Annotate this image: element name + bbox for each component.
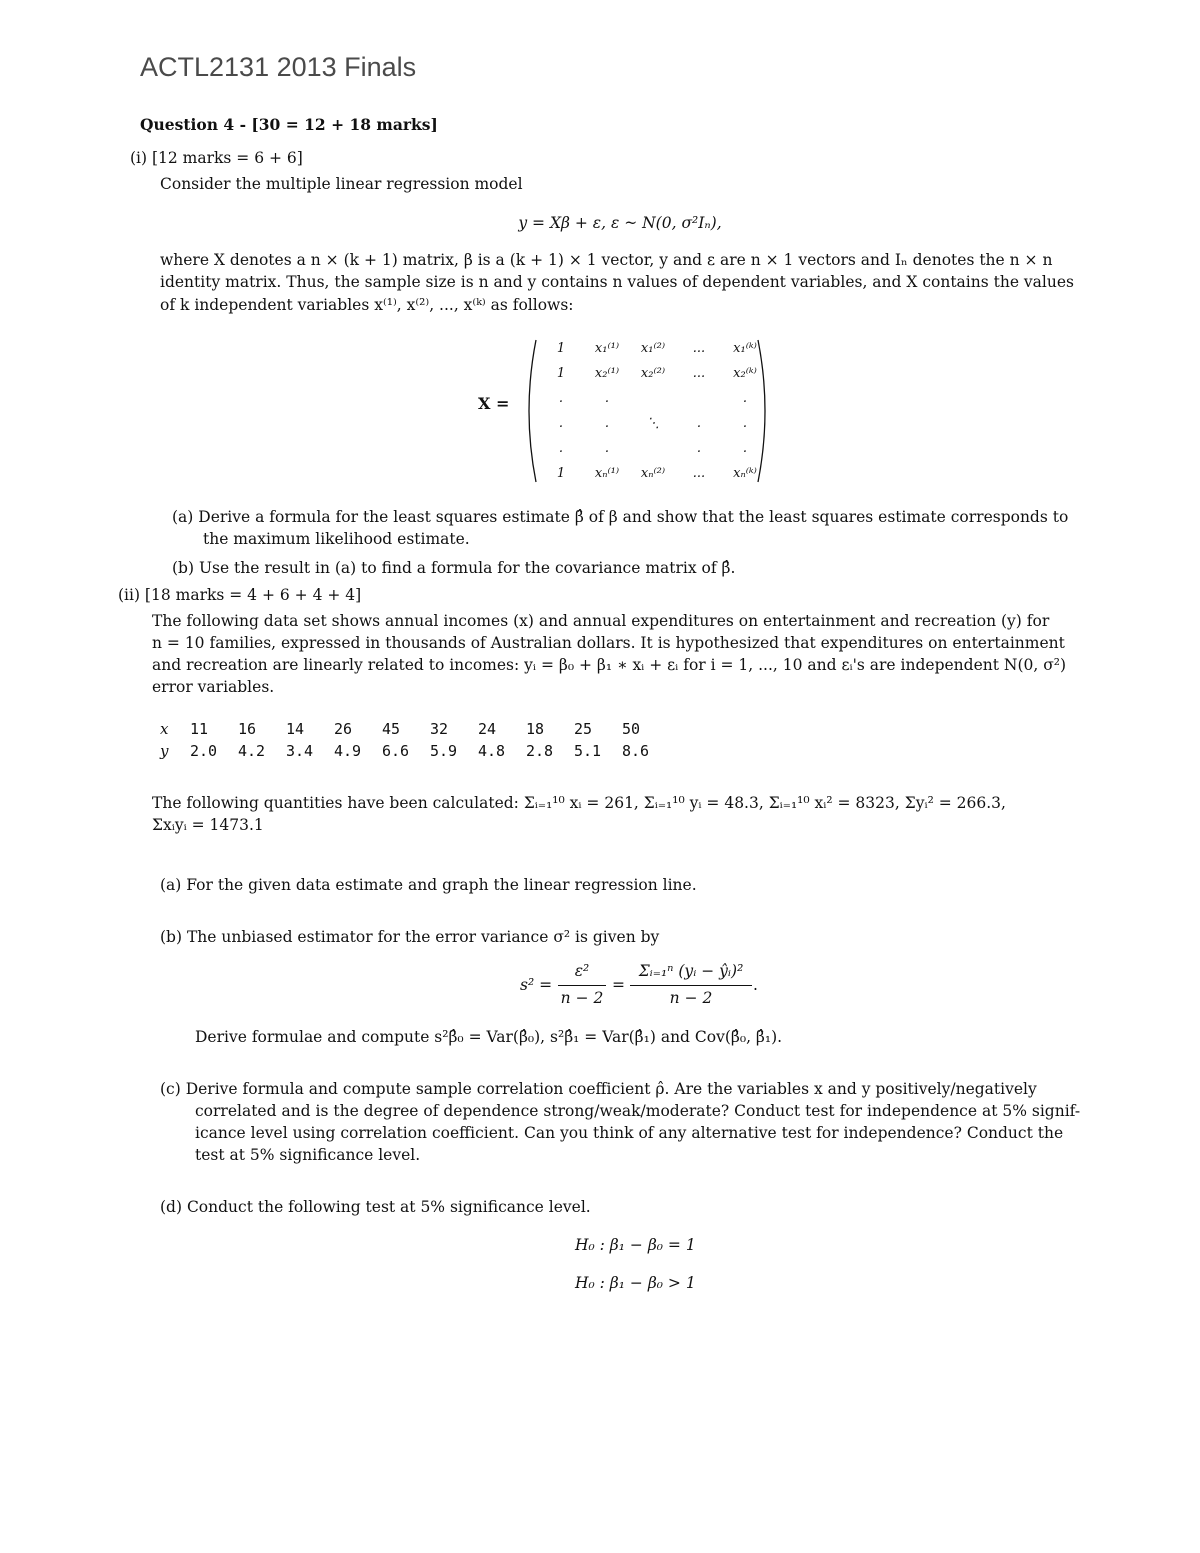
data-cell-x: 50: [622, 720, 641, 738]
matrix-cell: xₙ⁽²⁾: [640, 466, 666, 481]
part-i-question-b: (b) Use the result in (a) to find a formula for the covariance matrix of β̂.: [172, 559, 736, 577]
matrix-cell: xₙ⁽ᵏ⁾: [733, 466, 757, 481]
part-ii-question-b-derive: Derive formulae and compute s²β̂₀ = Var(β̂₀), s²β̂₁ = Var(β̂₁) and Cov(β̂₀, β̂₁).: [195, 1028, 783, 1046]
data-cell-y: 4.9: [334, 742, 362, 760]
page-header-title: ACTL2131 2013 Finals: [140, 52, 417, 82]
matrix-cell: [630, 436, 676, 461]
matrix-row: [538, 336, 768, 361]
matrix-cell: .: [604, 441, 610, 456]
part-i-label: (i) [12 marks = 6 + 6]: [130, 149, 303, 167]
part-ii-paragraph-line: n = 10 families, expressed in thousands of Australian dollars. It is hypothesized that expenditures on entertainment: [152, 634, 1065, 652]
matrix-label: X =: [478, 394, 510, 413]
matrix-cell: x₂⁽ᵏ⁾: [733, 366, 757, 381]
matrix-cell: .: [742, 391, 748, 406]
part-i-desc-line: where X denotes a n × (k + 1) matrix, β is a (k + 1) × 1 vector, y and ε are n × 1 vectors and Iₙ denotes the n × n: [160, 251, 1053, 269]
matrix-cell: .: [558, 416, 564, 431]
matrix-cell: .: [696, 441, 702, 456]
data-cell-y: 3.4: [286, 742, 314, 760]
part-ii-question-b: (b) The unbiased estimator for the error variance σ² is given by: [160, 928, 660, 946]
matrix-cell: ⋱: [646, 416, 660, 431]
matrix-cell: 1: [556, 341, 566, 356]
matrix-cell: x₁⁽²⁾: [640, 341, 666, 356]
data-cell-x: 14: [286, 720, 305, 738]
data-table: [160, 718, 670, 762]
matrix-row: [538, 436, 768, 461]
question-title: Question 4 - [30 = 12 + 18 marks]: [140, 115, 438, 134]
s2-denominator-1: n − 2: [560, 989, 604, 1007]
part-ii-question-c-cont: icance level using correlation coefficient. Can you think of any alternative test for independence? Conduct the: [195, 1124, 1064, 1142]
matrix-cell: .: [604, 391, 610, 406]
matrix-cell: ...: [692, 341, 706, 356]
part-ii-paragraph-line: and recreation are linearly related to incomes: yᵢ = β₀ + β₁ ∗ xᵢ + εᵢ for i = 1, ..., 10 and εᵢ's are independent N(0, σ²): [152, 656, 1067, 674]
part-ii-paragraph-line: error variables.: [152, 678, 275, 696]
s2-equals: =: [612, 976, 625, 994]
matrix-row: [538, 386, 768, 411]
regression-model-equation: y = Xβ + ε, ε ~ N(0, σ²Iₙ),: [518, 214, 722, 232]
quantities-line: The following quantities have been calculated: Σᵢ₌₁¹⁰ xᵢ = 261, Σᵢ₌₁¹⁰ yᵢ = 48.3, Σᵢ₌₁¹⁰ xᵢ² = 8323, Σyᵢ² = 266.3,: [152, 794, 1006, 812]
matrix-cell: 1: [556, 366, 566, 381]
s2-numerator-1: ε²: [574, 962, 590, 980]
part-ii-question-a: (a) For the given data estimate and graph the linear regression line.: [160, 876, 697, 894]
null-hypothesis: H₀ : β₁ − β₀ = 1: [575, 1236, 696, 1254]
matrix-cell: ...: [692, 466, 706, 481]
part-ii-paragraph-line: The following data set shows annual incomes (x) and annual expenditures on entertainment and recreation (y) for: [152, 612, 1050, 630]
matrix-cell: [630, 386, 676, 411]
part-i-desc-line: identity matrix. Thus, the sample size is n and y contains n values of dependent variables, and X contains the values: [160, 273, 1074, 291]
data-cell-x: 11: [190, 720, 209, 738]
part-i-question-a: (a) Derive a formula for the least squares estimate β̂ of β and show that the least squares estimate corresponds to: [172, 508, 1069, 526]
matrix-row: [538, 361, 768, 386]
data-cell-x: 16: [238, 720, 257, 738]
s2-lhs: s² =: [520, 976, 553, 994]
fraction-bar: [630, 985, 752, 986]
matrix-cell: x₂⁽¹⁾: [594, 366, 620, 381]
matrix-cell: .: [558, 391, 564, 406]
part-i-intro: Consider the multiple linear regression model: [160, 175, 523, 193]
matrix-cell: .: [742, 416, 748, 431]
matrix-cell: .: [558, 441, 564, 456]
data-cell-y: 2.0: [190, 742, 218, 760]
data-row-y-label: y: [160, 742, 169, 760]
s2-numerator-2: Σᵢ₌₁ⁿ (yᵢ − ŷᵢ)²: [638, 962, 744, 980]
matrix-cell: xₙ⁽¹⁾: [594, 466, 620, 481]
data-row-y: [160, 740, 670, 762]
part-ii-label: (ii) [18 marks = 4 + 6 + 4 + 4]: [118, 586, 362, 604]
design-matrix: [478, 336, 768, 482]
matrix-cell: [676, 386, 722, 411]
matrix-table: [538, 336, 768, 486]
fraction-bar: [558, 985, 606, 986]
data-cell-x: 18: [526, 720, 545, 738]
data-row-x-label: x: [160, 720, 169, 738]
part-i-desc-line: of k independent variables x⁽¹⁾, x⁽²⁾, ..., x⁽ᵏ⁾ as follows:: [160, 296, 574, 314]
matrix-cell: .: [742, 441, 748, 456]
matrix-cell: x₁⁽¹⁾: [594, 341, 620, 356]
data-cell-y: 8.6: [622, 742, 650, 760]
matrix-row: [538, 461, 768, 486]
part-ii-question-c-cont: test at 5% significance level.: [195, 1146, 421, 1164]
matrix-cell: .: [604, 416, 610, 431]
data-cell-x: 32: [430, 720, 449, 738]
part-ii-question-d: (d) Conduct the following test at 5% significance level.: [160, 1198, 591, 1216]
data-cell-y: 4.2: [238, 742, 266, 760]
matrix-cell: ...: [692, 366, 706, 381]
part-ii-question-c: (c) Derive formula and compute sample correlation coefficient ρ̂. Are the variables x and y positively/negatively: [160, 1080, 1037, 1098]
matrix-row: [538, 411, 768, 436]
alternative-hypothesis: H₀ : β₁ − β₀ > 1: [575, 1274, 696, 1292]
data-cell-x: 25: [574, 720, 593, 738]
part-i-question-a-cont: the maximum likelihood estimate.: [203, 530, 470, 548]
data-cell-x: 45: [382, 720, 401, 738]
s2-period: .: [753, 976, 758, 994]
data-row-x: [160, 718, 670, 740]
matrix-cell: x₂⁽²⁾: [640, 366, 666, 381]
data-cell-y: 5.9: [430, 742, 458, 760]
matrix-cell: x₁⁽ᵏ⁾: [733, 341, 757, 356]
data-cell-y: 5.1: [574, 742, 602, 760]
matrix-cell: .: [696, 416, 702, 431]
data-cell-y: 2.8: [526, 742, 554, 760]
data-cell-x: 26: [334, 720, 353, 738]
data-cell-x: 24: [478, 720, 497, 738]
part-ii-question-c-cont: correlated and is the degree of dependence strong/weak/moderate? Conduct test for independence at 5% signif-: [195, 1102, 1081, 1120]
s2-denominator-2: n − 2: [669, 989, 713, 1007]
matrix-cell: 1: [556, 466, 566, 481]
data-cell-y: 4.8: [478, 742, 506, 760]
quantities-line: Σxᵢyᵢ = 1473.1: [152, 816, 264, 834]
data-cell-y: 6.6: [382, 742, 410, 760]
